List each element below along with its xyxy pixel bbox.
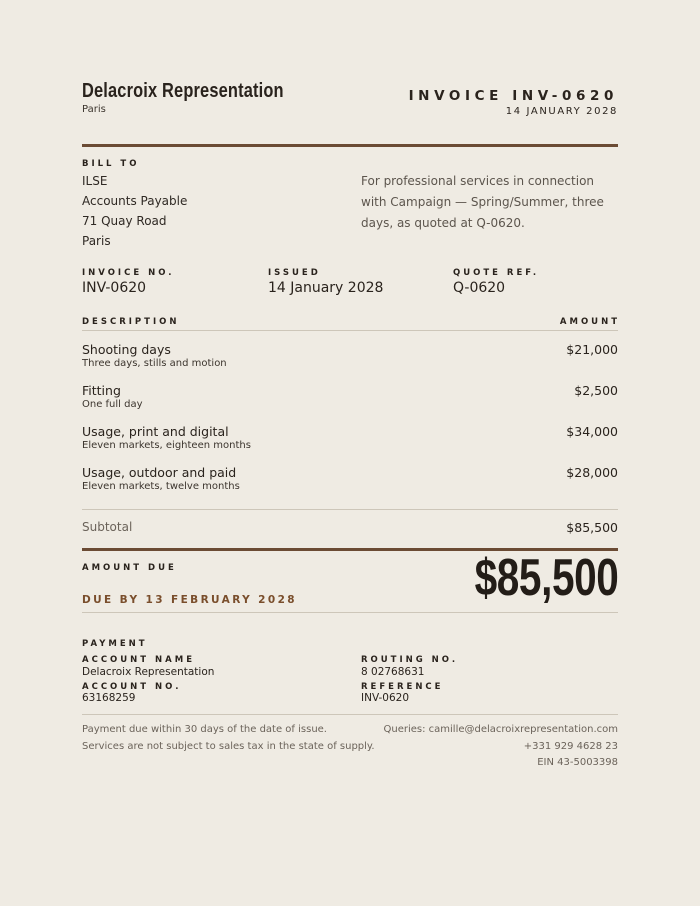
line-item-title: Usage, outdoor and paid [82,465,237,480]
subtotal-value: $85,500 [566,520,618,535]
routing-no-value: 8 02768631 [361,666,425,678]
subtotal-label: Subtotal [82,520,133,534]
description-column-header: DESCRIPTION [82,317,180,327]
footer-ein: EIN 43-5003398 [537,757,618,768]
invoice-no-label: INVOICE NO. [82,268,175,278]
bill-to-line: Accounts Payable [82,194,188,208]
line-item-title: Fitting [82,383,121,398]
account-name-label: ACCOUNT NAME [82,655,196,665]
table-header-divider [82,330,618,331]
amount-due-label: AMOUNT DUE [82,563,177,573]
routing-no-label: ROUTING NO. [361,655,459,665]
line-item-amount: $21,000 [566,342,618,357]
amount-column-header: AMOUNT [559,317,620,327]
quote-ref-value: Q-0620 [453,280,506,296]
line-item-amount: $34,000 [566,424,618,439]
brand-name: Delacroix Representation [82,80,284,102]
due-by-date: DUE BY 13 FEBRUARY 2028 [82,594,297,606]
bill-to-label: BILL TO [82,159,140,169]
footer-divider [82,714,618,715]
account-no-value: 63168259 [82,692,136,704]
invoice-no-value: INV-0620 [82,280,147,296]
payment-label: PAYMENT [82,639,148,649]
reference-value: INV-0620 [361,692,410,704]
brand-city: Paris [82,104,106,115]
line-item [82,465,240,492]
footer-payment-terms: Payment due within 30 days of the date of issue. [82,724,327,735]
bill-to-address [82,171,187,251]
bill-to-line: 71 Quay Road [82,214,167,228]
footer-phone: +331 929 4628 23 [523,741,618,752]
account-no-label: ACCOUNT NO. [82,682,182,692]
invoice-date: 14 JANUARY 2028 [505,106,618,117]
footer-queries-email[interactable]: Queries: camille@delacroixrepresentation.com [383,724,618,735]
line-item-subtitle: Eleven markets, twelve months [82,481,240,492]
invoice-title: INVOICE INV-0620 [408,88,618,104]
line-item-title: Usage, print and digital [82,424,229,439]
header-divider [82,144,618,147]
issued-value: 14 January 2028 [268,280,384,296]
line-item [82,383,143,410]
amount-due-value: $85,500 [474,549,618,607]
line-item [82,424,251,451]
bill-to-line: Paris [82,234,111,248]
reference-label: REFERENCE [361,682,444,692]
line-item-subtitle: Eleven markets, eighteen months [82,440,251,451]
service-note: For professional services in connection with Campaign — Spring/Summer, three days, as quoted at Q-0620. [361,174,604,230]
line-item-title: Shooting days [82,342,171,357]
issued-label: ISSUED [268,268,321,278]
line-item-subtitle: One full day [82,399,143,410]
line-item-amount: $2,500 [574,383,618,398]
account-name-value: Delacroix Representation [82,666,215,678]
line-item-subtitle: Three days, stills and motion [82,358,227,369]
items-divider [82,509,618,510]
payment-divider [82,612,618,613]
quote-ref-label: QUOTE REF. [453,268,540,278]
line-item [82,342,227,369]
line-item-amount: $28,000 [566,465,618,480]
bill-to-line: ILSE [82,174,108,188]
footer-tax-note: Services are not subject to sales tax in the state of supply. [82,741,375,752]
